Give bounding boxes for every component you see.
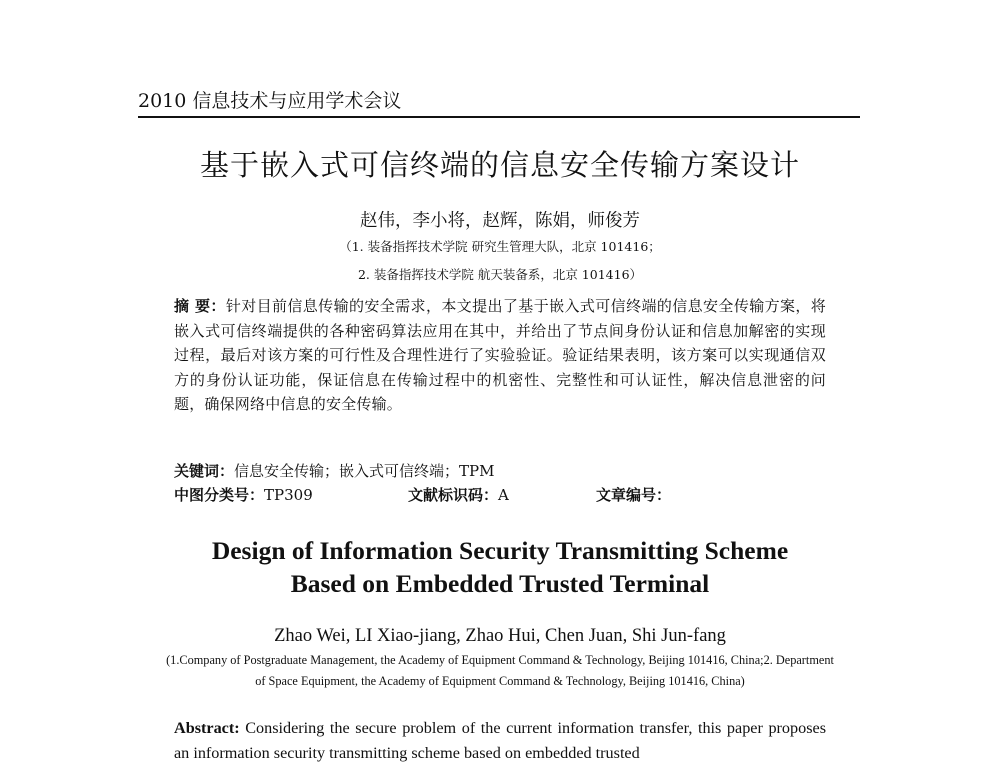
article-number <box>596 484 671 506</box>
chinese-authors: 赵伟，李小将，赵辉，陈娟，师俊芳 <box>360 211 640 231</box>
english-authors: Zhao Wei, LI Xiao-jiang, Zhao Hui, Chen Juan, Shi Jun-fang <box>274 626 726 646</box>
classification-line <box>174 484 826 506</box>
classification-value: TP309 <box>264 486 313 504</box>
keywords-text: 信息安全传输；嵌入式可信终端；TPM <box>234 462 495 480</box>
chinese-keywords <box>174 460 826 482</box>
keywords-label: 关键词： <box>174 462 235 480</box>
chinese-affiliation-1: （1. 装备指挥技术学院 研究生管理大队，北京 101416； <box>339 239 661 254</box>
chinese-affiliation-2: 2. 装备指挥技术学院 航天装备系，北京 101416） <box>357 267 643 282</box>
english-abstract-text: Considering the secure problem of the current information transfer, this paper proposes an information security transmitting scheme based on embedded trusted <box>174 719 826 762</box>
chinese-abstract <box>174 294 826 417</box>
document-code-value: A <box>498 486 509 504</box>
chinese-abstract-text: 针对目前信息传输的安全需求，本文提出了基于嵌入式可信终端的信息安全传输方案，将嵌入式可信终端提供的各种密码算法应用在其中，并给出了节点间身份认证和信息加解密的实现过程，最后对该方案的可行性及合理性进行了实验验证。验证结果表明，该方案可以实现通信双方的身份认证功能，保证信息在传输过程中的机密性、完整性和可认证性，解决信息泄密的问题，确保网络中信息的安全传输。 <box>174 297 826 413</box>
running-head: 2010 信息技术与应用学术会议 <box>138 88 860 118</box>
english-abstract <box>174 716 826 766</box>
article-number-label: 文章编号： <box>596 486 672 504</box>
chinese-title: 基于嵌入式可信终端的信息安全传输方案设计 <box>199 148 800 182</box>
english-title <box>100 534 900 600</box>
document-code-label: 文献标识码： <box>408 486 499 504</box>
classification-number <box>174 486 313 504</box>
chinese-abstract-label: 摘 要： <box>174 297 226 315</box>
english-affiliation: (1.Company of Postgraduate Management, the Academy of Equipment Command & Technology, Beijing 101416, China;2. Department of Space Equipment, the Academy of Equipment Command & Technology, Beijing 101416, China) <box>166 653 834 688</box>
english-abstract-label: Abstract: <box>174 719 240 737</box>
document-code <box>408 484 509 506</box>
classification-label: 中图分类号： <box>174 486 265 504</box>
english-title-line-2: Based on Embedded Trusted Terminal <box>290 569 710 598</box>
english-title-line-1: Design of Information Security Transmitting Scheme <box>211 536 789 565</box>
